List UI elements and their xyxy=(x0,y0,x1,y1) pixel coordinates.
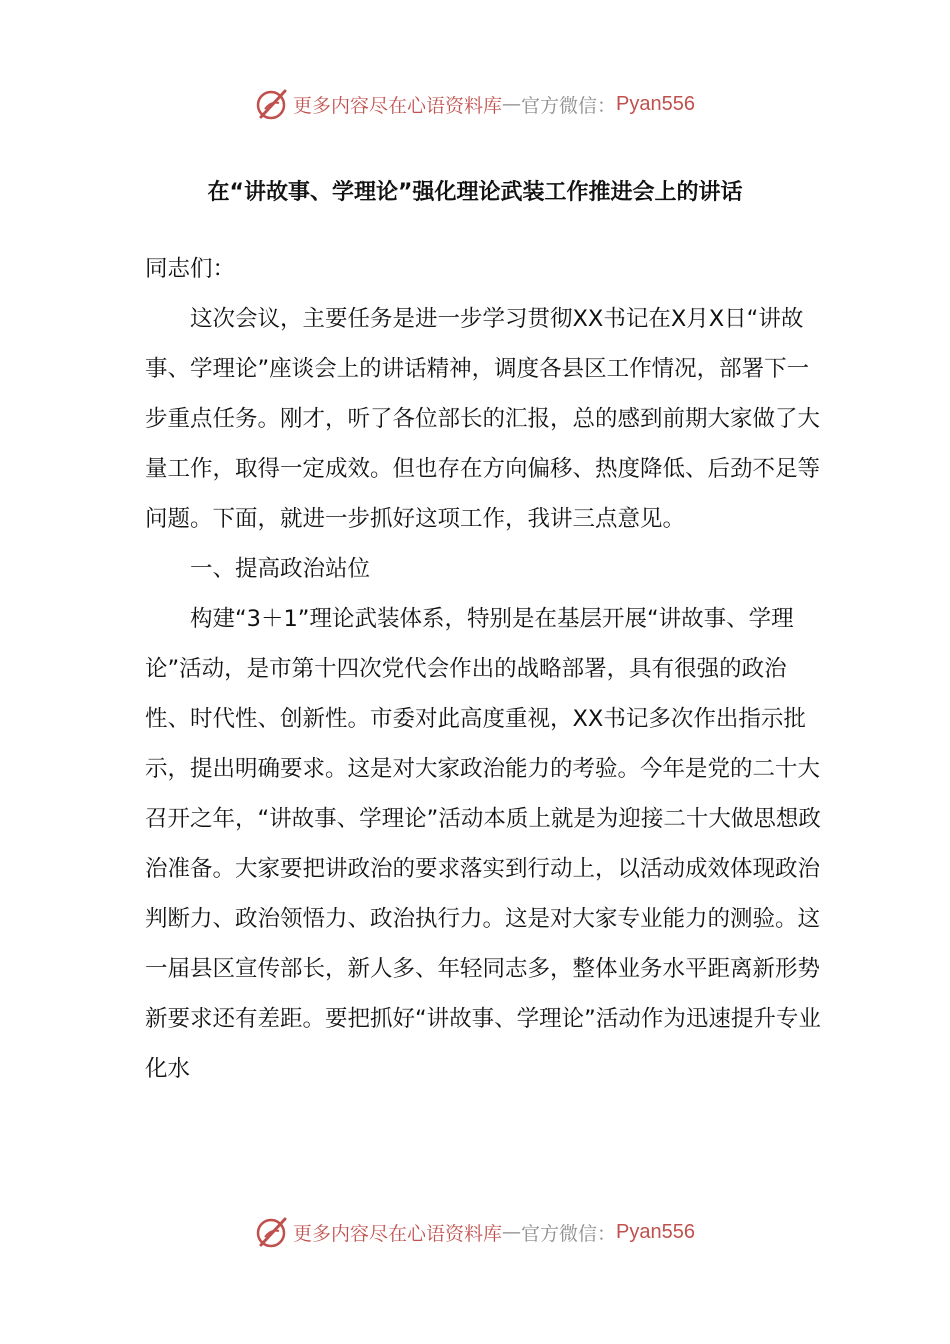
watermark-gray-text: 官方微信： xyxy=(521,94,617,117)
paragraph-1: 这次会议，主要任务是进一步学习贯彻XX书记在X月X日“讲故事、学理论”座谈会上的讲话精神，调度各县区工作情况，部署下一步重点任务。刚才，听了各位部长的汇报，总的感到前期大家做了大量工作，取得一定成效。但也存在方向偏移、热度降低、后劲不足等问题。下面，就进一步抓好这项工作，我讲三点意见。 xyxy=(145,306,821,532)
salutation: 同志们： xyxy=(145,256,236,282)
watermark-banner-bottom xyxy=(0,1212,950,1252)
document-body xyxy=(145,244,825,1094)
paragraph-2: 构建“3＋1”理论武装体系，特别是在基层开展“讲故事、学理论”活动，是市第十四次党代会作出的战略部署，具有很强的政治性、时代性、创新性。市委对此高度重视，XX书记多次作出指示批示，提出明确要求。这是对大家政治能力的考验。今年是党的二十大召开之年，“讲故事、学理论”活动本质上就是为迎接二十大做思想政治准备。大家要把讲政治的要求落实到行动上，以活动成效体现政治判断力、政治领悟力、政治执行力。这是对大家专业能力的测验。这一届县区宣传部长，新人多、年轻同志多，整体业务水平距离新形势新要求还有差距。要把抓好“讲故事、学理论”活动作为迅速提升专业化水 xyxy=(145,606,821,1082)
section-heading-1: 一、提高政治站位 xyxy=(190,556,371,582)
watermark-red-text: 更多内容尽在心语资料库 xyxy=(293,94,503,117)
watermark-dash: — xyxy=(502,93,522,115)
document-title: 在“讲故事、学理论”强化理论武装工作推进会上的讲话 xyxy=(207,180,743,205)
watermark-banner-top xyxy=(0,84,950,124)
pen-logo-icon xyxy=(255,1215,289,1249)
watermark-account: Pyan556 xyxy=(616,1220,695,1243)
pen-logo-icon xyxy=(255,87,289,121)
watermark-dash: — xyxy=(502,1221,522,1243)
watermark-account: Pyan556 xyxy=(616,92,695,115)
watermark-gray-text: 官方微信： xyxy=(521,1222,617,1245)
watermark-red-text: 更多内容尽在心语资料库 xyxy=(293,1222,503,1245)
